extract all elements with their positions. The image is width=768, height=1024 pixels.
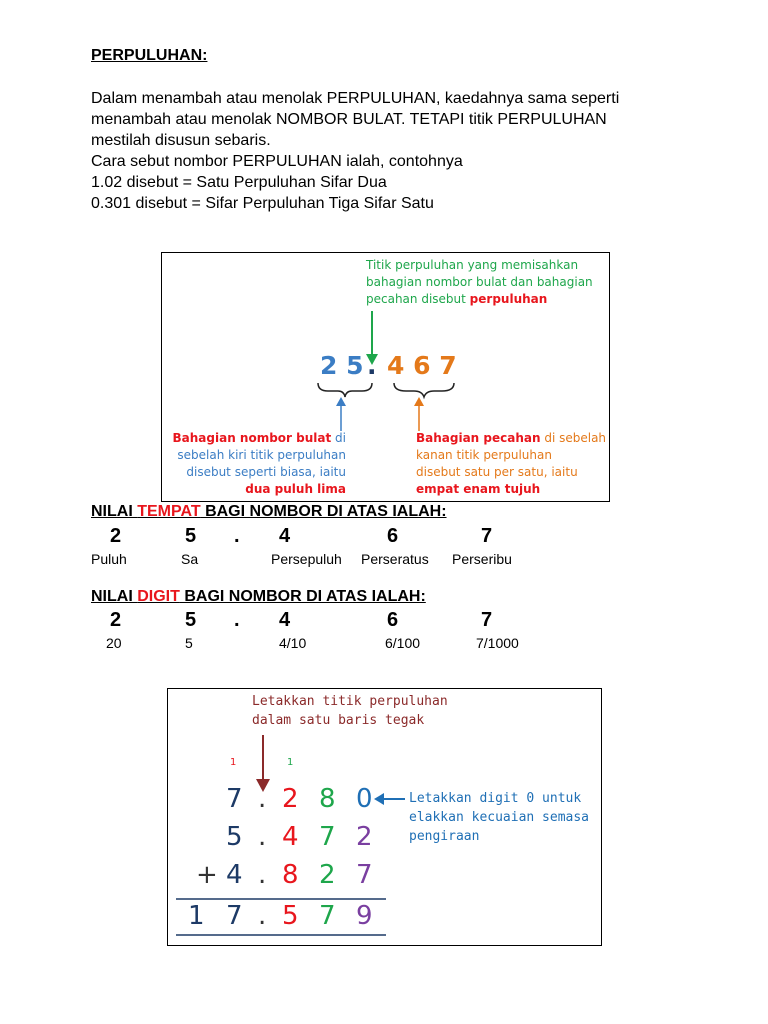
whole-part: 2 5 <box>320 351 364 380</box>
carry-digit: 1 <box>230 757 237 768</box>
fraction-note-line: empat enam tujuh <box>416 482 541 496</box>
heading-text: BAGI NOMBOR DI ATAS IALAH: <box>200 503 447 520</box>
intro-line: Cara sebut nombor PERPULUHAN ialah, contohnya <box>91 153 463 170</box>
intro-line: 0.301 disebut = Sifar Perpuluhan Tiga Sifar Satu <box>91 195 434 212</box>
fraction-note-line: disebut satu per satu, iaitu <box>416 465 578 479</box>
zero-note <box>409 789 589 846</box>
addend-digit: 2 <box>356 822 373 852</box>
fraction-note-line: kanan titik perpuluhan <box>416 448 552 462</box>
whole-note-bold: Bahagian nombor bulat <box>172 431 332 445</box>
intro-line: Dalam menambah atau menolak PERPULUHAN, kaedahnya sama seperti <box>91 90 620 107</box>
addend-digit: 8 <box>319 784 336 814</box>
intro-line: menambah atau menolak NOMBOR BULAT. TETAPI titik PERPULUHAN <box>91 111 607 128</box>
sum-digit: 7 <box>319 901 336 931</box>
fraction-note <box>416 430 606 498</box>
addend-digit: 2 <box>282 784 299 814</box>
sum-digit: 1 <box>188 901 205 931</box>
digit: 7 <box>481 609 493 631</box>
digit-value: 4/10 <box>279 635 307 651</box>
whole-note-line: sebelah kiri titik perpuluhan <box>177 448 346 462</box>
addend-digit: 8 <box>282 860 299 890</box>
digit: . <box>234 609 240 631</box>
digit: 7 <box>481 525 493 547</box>
addend-digit: 7 <box>226 784 243 814</box>
point-note-line: Titik perpuluhan yang memisahkan <box>366 258 579 272</box>
digit-value: 5 <box>185 635 193 651</box>
intro-line: mestilah disusun sebaris. <box>91 132 271 149</box>
place-label: Perseribu <box>452 551 512 567</box>
addend-point: . <box>258 860 267 890</box>
align-note-line: Letakkan titik perpuluhan <box>252 694 448 709</box>
place-value-heading <box>91 503 447 521</box>
addend-digit: 2 <box>319 860 336 890</box>
sum-digit: 9 <box>356 901 373 931</box>
zero-note-line: elakkan kecuaian semasa <box>409 810 590 825</box>
place-label: Sa <box>181 551 199 567</box>
orange-arrowhead-icon <box>414 397 424 406</box>
plus-sign: + <box>196 860 218 890</box>
teal-arrowhead-icon <box>374 793 384 805</box>
addition-diagram <box>167 688 602 946</box>
heading-highlight: TEMPAT <box>137 503 201 520</box>
fraction-note-text: di sebelah <box>540 431 607 445</box>
sum-digit: 5 <box>282 901 299 931</box>
right-brace-icon <box>394 383 454 397</box>
addend-point: . <box>258 784 267 814</box>
addend-point: . <box>258 822 267 852</box>
sum-point: . <box>258 901 267 931</box>
digit-value: 6/100 <box>385 635 421 651</box>
heading-text: NILAI <box>91 503 138 520</box>
digit: 4 <box>279 525 291 547</box>
digit: 5 <box>185 525 197 547</box>
carry-digit: 1 <box>287 757 294 768</box>
page-title: PERPULUHAN: <box>91 47 208 64</box>
addend-digit: 0 <box>356 784 373 814</box>
sum-digit: 7 <box>226 901 243 931</box>
intro-paragraph <box>91 88 691 214</box>
whole-note-text: di <box>331 431 346 445</box>
digit-value-heading <box>91 588 426 606</box>
digit-value: 20 <box>106 635 122 651</box>
digit-value: 7/1000 <box>476 635 519 651</box>
digit: 6 <box>387 525 399 547</box>
decimal-point: . <box>367 351 377 380</box>
place-label: Persepuluh <box>271 551 342 567</box>
whole-note <box>166 430 346 498</box>
place-label: Puluh <box>91 551 127 567</box>
addend-digit: 7 <box>356 860 373 890</box>
left-brace-icon <box>318 383 372 397</box>
point-note-bold: perpuluhan <box>469 292 548 306</box>
align-note-line: dalam satu baris tegak <box>252 713 425 728</box>
fraction-note-line <box>416 430 606 447</box>
heading-text: NILAI <box>91 588 138 605</box>
digit: 2 <box>110 525 122 547</box>
whole-note-line <box>166 430 346 447</box>
intro-line: 1.02 disebut = Satu Perpuluhan Sifar Dua <box>91 174 387 191</box>
addend-digit: 7 <box>319 822 336 852</box>
digit: 2 <box>110 609 122 631</box>
addend-digit: 4 <box>226 860 243 890</box>
digit: 5 <box>185 609 197 631</box>
point-note-text: pecahan disebut <box>366 292 470 306</box>
heading-highlight: DIGIT <box>137 588 180 605</box>
addend-digit: 5 <box>226 822 243 852</box>
blue-arrowhead-icon <box>336 397 346 406</box>
zero-note-line: pengiraan <box>409 829 480 844</box>
decimal-part: 4 6 7 <box>387 351 457 380</box>
digit: 4 <box>279 609 291 631</box>
whole-note-line: dua puluh lima <box>245 482 346 496</box>
digit: 6 <box>387 609 399 631</box>
decimal-diagram <box>161 252 610 502</box>
point-note-line: bahagian nombor bulat dan bahagian <box>366 275 593 289</box>
whole-note-line: disebut seperti biasa, iaitu <box>186 465 346 479</box>
heading-text: BAGI NOMBOR DI ATAS IALAH: <box>179 588 426 605</box>
place-label: Perseratus <box>361 551 429 567</box>
addend-digit: 4 <box>282 822 299 852</box>
digit: . <box>234 525 240 547</box>
fraction-note-bold: Bahagian pecahan <box>416 431 541 445</box>
zero-note-line: Letakkan digit 0 untuk <box>409 791 582 806</box>
